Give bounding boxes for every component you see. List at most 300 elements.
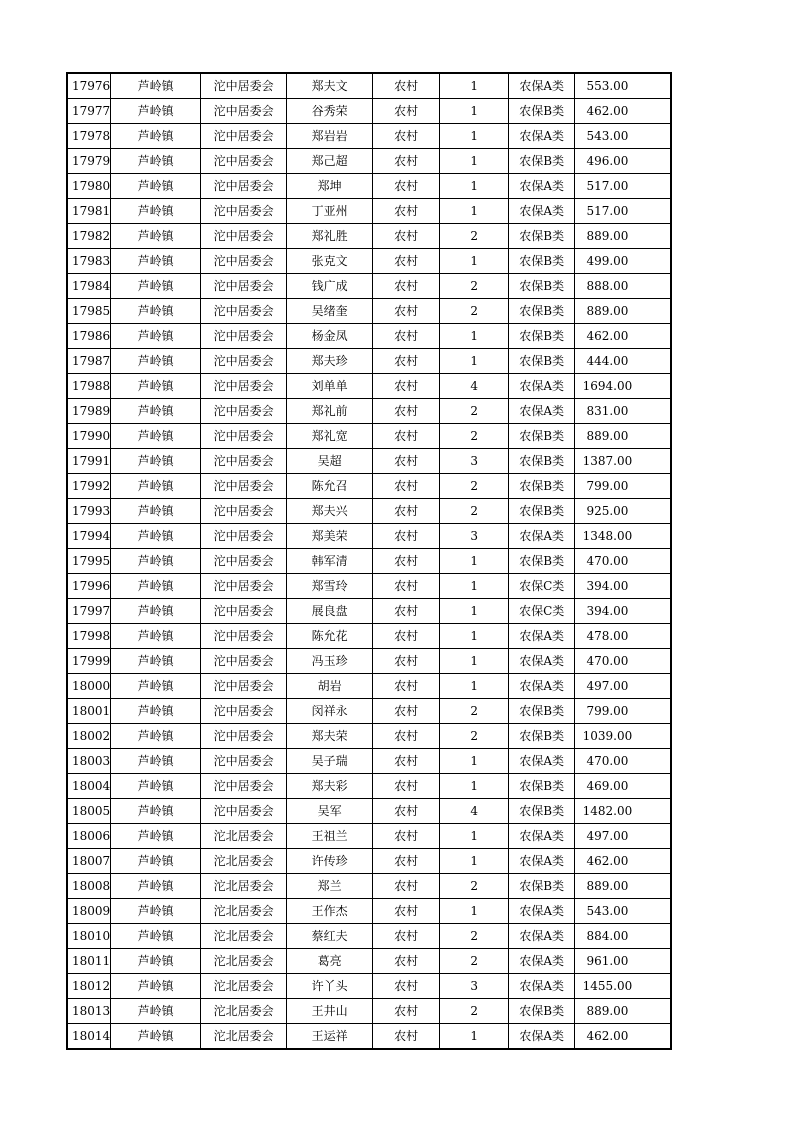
- table-row: [67, 474, 671, 499]
- amount-cell: 543.00: [575, 124, 671, 149]
- committee-cell: 沱中居委会: [201, 449, 287, 474]
- amount-cell: 799.00: [575, 699, 671, 724]
- household-count-cell: 2: [440, 924, 509, 949]
- household-count-cell: 1: [440, 199, 509, 224]
- area-type-cell: 农村: [373, 524, 440, 549]
- household-count-cell: 1: [440, 749, 509, 774]
- amount-cell: 470.00: [575, 549, 671, 574]
- category-cell: 农保A类: [509, 399, 575, 424]
- area-type-cell: 农村: [373, 849, 440, 874]
- household-count-cell: 1: [440, 174, 509, 199]
- town-cell: 芦岭镇: [111, 224, 201, 249]
- record-id-cell: 17995: [67, 549, 111, 574]
- record-id-cell: 18014: [67, 1024, 111, 1050]
- category-cell: 农保B类: [509, 549, 575, 574]
- town-cell: 芦岭镇: [111, 249, 201, 274]
- town-cell: 芦岭镇: [111, 424, 201, 449]
- household-count-cell: 1: [440, 549, 509, 574]
- town-cell: 芦岭镇: [111, 499, 201, 524]
- table-row: [67, 274, 671, 299]
- committee-cell: 沱中居委会: [201, 749, 287, 774]
- record-id-cell: 18007: [67, 849, 111, 874]
- table-row: [67, 699, 671, 724]
- household-count-cell: 1: [440, 349, 509, 374]
- amount-cell: 889.00: [575, 299, 671, 324]
- amount-cell: 889.00: [575, 424, 671, 449]
- area-type-cell: 农村: [373, 424, 440, 449]
- household-count-cell: 1: [440, 149, 509, 174]
- household-count-cell: 2: [440, 399, 509, 424]
- category-cell: 农保A类: [509, 824, 575, 849]
- town-cell: 芦岭镇: [111, 949, 201, 974]
- household-count-cell: 2: [440, 299, 509, 324]
- area-type-cell: 农村: [373, 224, 440, 249]
- area-type-cell: 农村: [373, 349, 440, 374]
- area-type-cell: 农村: [373, 874, 440, 899]
- amount-cell: 394.00: [575, 599, 671, 624]
- committee-cell: 沱北居委会: [201, 824, 287, 849]
- category-cell: 农保C类: [509, 574, 575, 599]
- name-cell: 吴超: [287, 449, 373, 474]
- category-cell: 农保A类: [509, 1024, 575, 1050]
- name-cell: 郑夫兴: [287, 499, 373, 524]
- area-type-cell: 农村: [373, 999, 440, 1024]
- household-count-cell: 2: [440, 699, 509, 724]
- household-count-cell: 1: [440, 1024, 509, 1050]
- table-row: [67, 174, 671, 199]
- committee-cell: 沱中居委会: [201, 99, 287, 124]
- amount-cell: 889.00: [575, 999, 671, 1024]
- amount-cell: 462.00: [575, 849, 671, 874]
- amount-cell: 1455.00: [575, 974, 671, 999]
- amount-cell: 553.00: [575, 73, 671, 99]
- record-id-cell: 18006: [67, 824, 111, 849]
- table-row: [67, 449, 671, 474]
- name-cell: 王井山: [287, 999, 373, 1024]
- amount-cell: 470.00: [575, 649, 671, 674]
- name-cell: 郑雪玲: [287, 574, 373, 599]
- name-cell: 胡岩: [287, 674, 373, 699]
- household-count-cell: 1: [440, 849, 509, 874]
- roster-table: [66, 72, 672, 1050]
- town-cell: 芦岭镇: [111, 799, 201, 824]
- committee-cell: 沱北居委会: [201, 899, 287, 924]
- town-cell: 芦岭镇: [111, 124, 201, 149]
- category-cell: 农保B类: [509, 424, 575, 449]
- category-cell: 农保A类: [509, 174, 575, 199]
- category-cell: 农保B类: [509, 299, 575, 324]
- household-count-cell: 2: [440, 874, 509, 899]
- committee-cell: 沱中居委会: [201, 73, 287, 99]
- name-cell: 陈允召: [287, 474, 373, 499]
- amount-cell: 831.00: [575, 399, 671, 424]
- area-type-cell: 农村: [373, 599, 440, 624]
- record-id-cell: 18001: [67, 699, 111, 724]
- town-cell: 芦岭镇: [111, 1024, 201, 1050]
- name-cell: 刘单单: [287, 374, 373, 399]
- amount-cell: 543.00: [575, 899, 671, 924]
- town-cell: 芦岭镇: [111, 99, 201, 124]
- committee-cell: 沱北居委会: [201, 924, 287, 949]
- category-cell: 农保A类: [509, 73, 575, 99]
- name-cell: 吴绪奎: [287, 299, 373, 324]
- table-row: [67, 1024, 671, 1050]
- committee-cell: 沱北居委会: [201, 949, 287, 974]
- household-count-cell: 3: [440, 974, 509, 999]
- category-cell: 农保B类: [509, 799, 575, 824]
- amount-cell: 470.00: [575, 749, 671, 774]
- category-cell: 农保B类: [509, 699, 575, 724]
- committee-cell: 沱中居委会: [201, 599, 287, 624]
- area-type-cell: 农村: [373, 924, 440, 949]
- record-id-cell: 18008: [67, 874, 111, 899]
- committee-cell: 沱北居委会: [201, 999, 287, 1024]
- amount-cell: 884.00: [575, 924, 671, 949]
- town-cell: 芦岭镇: [111, 399, 201, 424]
- area-type-cell: 农村: [373, 474, 440, 499]
- area-type-cell: 农村: [373, 249, 440, 274]
- category-cell: 农保A类: [509, 524, 575, 549]
- household-count-cell: 1: [440, 124, 509, 149]
- record-id-cell: 18004: [67, 774, 111, 799]
- table-row: [67, 949, 671, 974]
- committee-cell: 沱中居委会: [201, 724, 287, 749]
- household-count-cell: 2: [440, 724, 509, 749]
- category-cell: 农保B类: [509, 224, 575, 249]
- record-id-cell: 17979: [67, 149, 111, 174]
- household-count-cell: 2: [440, 999, 509, 1024]
- name-cell: 郑兰: [287, 874, 373, 899]
- table-row: [67, 73, 671, 99]
- name-cell: 许丫头: [287, 974, 373, 999]
- amount-cell: 889.00: [575, 874, 671, 899]
- household-count-cell: 4: [440, 799, 509, 824]
- category-cell: 农保A类: [509, 749, 575, 774]
- record-id-cell: 17991: [67, 449, 111, 474]
- table-row: [67, 99, 671, 124]
- committee-cell: 沱中居委会: [201, 174, 287, 199]
- table-row: [67, 774, 671, 799]
- town-cell: 芦岭镇: [111, 999, 201, 1024]
- category-cell: 农保B类: [509, 474, 575, 499]
- town-cell: 芦岭镇: [111, 449, 201, 474]
- amount-cell: 478.00: [575, 624, 671, 649]
- town-cell: 芦岭镇: [111, 849, 201, 874]
- household-count-cell: 1: [440, 324, 509, 349]
- amount-cell: 889.00: [575, 224, 671, 249]
- household-count-cell: 1: [440, 649, 509, 674]
- record-id-cell: 17986: [67, 324, 111, 349]
- household-count-cell: 3: [440, 524, 509, 549]
- committee-cell: 沱中居委会: [201, 474, 287, 499]
- name-cell: 钱广成: [287, 274, 373, 299]
- record-id-cell: 17999: [67, 649, 111, 674]
- record-id-cell: 18005: [67, 799, 111, 824]
- town-cell: 芦岭镇: [111, 73, 201, 99]
- name-cell: 郑夫文: [287, 73, 373, 99]
- area-type-cell: 农村: [373, 649, 440, 674]
- table-row: [67, 574, 671, 599]
- committee-cell: 沱中居委会: [201, 649, 287, 674]
- amount-cell: 1348.00: [575, 524, 671, 549]
- name-cell: 吴军: [287, 799, 373, 824]
- household-count-cell: 1: [440, 824, 509, 849]
- name-cell: 郑夫珍: [287, 349, 373, 374]
- area-type-cell: 农村: [373, 974, 440, 999]
- category-cell: 农保A类: [509, 124, 575, 149]
- household-count-cell: 1: [440, 574, 509, 599]
- area-type-cell: 农村: [373, 99, 440, 124]
- amount-cell: 961.00: [575, 949, 671, 974]
- area-type-cell: 农村: [373, 549, 440, 574]
- area-type-cell: 农村: [373, 899, 440, 924]
- town-cell: 芦岭镇: [111, 474, 201, 499]
- household-count-cell: 1: [440, 249, 509, 274]
- household-count-cell: 3: [440, 449, 509, 474]
- household-count-cell: 1: [440, 774, 509, 799]
- record-id-cell: 18012: [67, 974, 111, 999]
- area-type-cell: 农村: [373, 1024, 440, 1050]
- amount-cell: 1387.00: [575, 449, 671, 474]
- name-cell: 谷秀荣: [287, 99, 373, 124]
- record-id-cell: 17983: [67, 249, 111, 274]
- amount-cell: 497.00: [575, 824, 671, 849]
- area-type-cell: 农村: [373, 749, 440, 774]
- category-cell: 农保B类: [509, 349, 575, 374]
- area-type-cell: 农村: [373, 824, 440, 849]
- name-cell: 许传珍: [287, 849, 373, 874]
- record-id-cell: 17987: [67, 349, 111, 374]
- area-type-cell: 农村: [373, 174, 440, 199]
- committee-cell: 沱中居委会: [201, 399, 287, 424]
- name-cell: 王运祥: [287, 1024, 373, 1050]
- town-cell: 芦岭镇: [111, 274, 201, 299]
- town-cell: 芦岭镇: [111, 374, 201, 399]
- category-cell: 农保B类: [509, 499, 575, 524]
- committee-cell: 沱中居委会: [201, 249, 287, 274]
- roster-body: [67, 73, 671, 1049]
- area-type-cell: 农村: [373, 149, 440, 174]
- committee-cell: 沱北居委会: [201, 974, 287, 999]
- committee-cell: 沱北居委会: [201, 874, 287, 899]
- record-id-cell: 17976: [67, 73, 111, 99]
- category-cell: 农保B类: [509, 999, 575, 1024]
- town-cell: 芦岭镇: [111, 674, 201, 699]
- record-id-cell: 18011: [67, 949, 111, 974]
- record-id-cell: 17985: [67, 299, 111, 324]
- table-row: [67, 224, 671, 249]
- area-type-cell: 农村: [373, 499, 440, 524]
- household-count-cell: 4: [440, 374, 509, 399]
- household-count-cell: 1: [440, 99, 509, 124]
- committee-cell: 沱中居委会: [201, 274, 287, 299]
- record-id-cell: 17997: [67, 599, 111, 624]
- town-cell: 芦岭镇: [111, 974, 201, 999]
- name-cell: 郑坤: [287, 174, 373, 199]
- name-cell: 韩军清: [287, 549, 373, 574]
- category-cell: 农保A类: [509, 199, 575, 224]
- table-row: [67, 599, 671, 624]
- committee-cell: 沱中居委会: [201, 349, 287, 374]
- name-cell: 郑岩岩: [287, 124, 373, 149]
- amount-cell: 469.00: [575, 774, 671, 799]
- table-row: [67, 749, 671, 774]
- area-type-cell: 农村: [373, 699, 440, 724]
- record-id-cell: 17982: [67, 224, 111, 249]
- town-cell: 芦岭镇: [111, 349, 201, 374]
- amount-cell: 444.00: [575, 349, 671, 374]
- town-cell: 芦岭镇: [111, 299, 201, 324]
- household-count-cell: 1: [440, 674, 509, 699]
- area-type-cell: 农村: [373, 574, 440, 599]
- category-cell: 农保A类: [509, 974, 575, 999]
- table-row: [67, 149, 671, 174]
- committee-cell: 沱中居委会: [201, 324, 287, 349]
- amount-cell: 497.00: [575, 674, 671, 699]
- table-row: [67, 199, 671, 224]
- area-type-cell: 农村: [373, 399, 440, 424]
- record-id-cell: 17993: [67, 499, 111, 524]
- amount-cell: 925.00: [575, 499, 671, 524]
- record-id-cell: 17977: [67, 99, 111, 124]
- committee-cell: 沱中居委会: [201, 424, 287, 449]
- name-cell: 冯玉珍: [287, 649, 373, 674]
- name-cell: 蔡红夫: [287, 924, 373, 949]
- amount-cell: 462.00: [575, 99, 671, 124]
- committee-cell: 沱中居委会: [201, 199, 287, 224]
- name-cell: 葛亮: [287, 949, 373, 974]
- category-cell: 农保B类: [509, 274, 575, 299]
- amount-cell: 517.00: [575, 199, 671, 224]
- table-row: [67, 899, 671, 924]
- name-cell: 郑礼宽: [287, 424, 373, 449]
- name-cell: 郑夫彩: [287, 774, 373, 799]
- town-cell: 芦岭镇: [111, 549, 201, 574]
- committee-cell: 沱中居委会: [201, 674, 287, 699]
- area-type-cell: 农村: [373, 949, 440, 974]
- amount-cell: 1694.00: [575, 374, 671, 399]
- committee-cell: 沱中居委会: [201, 499, 287, 524]
- amount-cell: 496.00: [575, 149, 671, 174]
- name-cell: 展良盘: [287, 599, 373, 624]
- name-cell: 郑己超: [287, 149, 373, 174]
- category-cell: 农保A类: [509, 899, 575, 924]
- category-cell: 农保A类: [509, 924, 575, 949]
- table-row: [67, 624, 671, 649]
- category-cell: 农保B类: [509, 249, 575, 274]
- amount-cell: 499.00: [575, 249, 671, 274]
- committee-cell: 沱中居委会: [201, 624, 287, 649]
- committee-cell: 沱中居委会: [201, 799, 287, 824]
- table-row: [67, 849, 671, 874]
- table-row: [67, 374, 671, 399]
- name-cell: 王作杰: [287, 899, 373, 924]
- area-type-cell: 农村: [373, 274, 440, 299]
- table-row: [67, 424, 671, 449]
- town-cell: 芦岭镇: [111, 874, 201, 899]
- category-cell: 农保B类: [509, 774, 575, 799]
- household-count-cell: 2: [440, 224, 509, 249]
- table-row: [67, 999, 671, 1024]
- table-row: [67, 649, 671, 674]
- table-row: [67, 324, 671, 349]
- record-id-cell: 17984: [67, 274, 111, 299]
- amount-cell: 462.00: [575, 324, 671, 349]
- amount-cell: 517.00: [575, 174, 671, 199]
- table-row: [67, 249, 671, 274]
- committee-cell: 沱中居委会: [201, 524, 287, 549]
- town-cell: 芦岭镇: [111, 774, 201, 799]
- table-row: [67, 674, 671, 699]
- record-id-cell: 18009: [67, 899, 111, 924]
- household-count-cell: 1: [440, 73, 509, 99]
- record-id-cell: 17992: [67, 474, 111, 499]
- area-type-cell: 农村: [373, 799, 440, 824]
- town-cell: 芦岭镇: [111, 174, 201, 199]
- category-cell: 农保A类: [509, 949, 575, 974]
- town-cell: 芦岭镇: [111, 324, 201, 349]
- town-cell: 芦岭镇: [111, 624, 201, 649]
- category-cell: 农保A类: [509, 649, 575, 674]
- town-cell: 芦岭镇: [111, 649, 201, 674]
- committee-cell: 沱中居委会: [201, 149, 287, 174]
- record-id-cell: 17978: [67, 124, 111, 149]
- table-row: [67, 124, 671, 149]
- category-cell: 农保A类: [509, 674, 575, 699]
- table-row: [67, 799, 671, 824]
- area-type-cell: 农村: [373, 124, 440, 149]
- committee-cell: 沱中居委会: [201, 574, 287, 599]
- household-count-cell: 1: [440, 899, 509, 924]
- table-row: [67, 874, 671, 899]
- town-cell: 芦岭镇: [111, 749, 201, 774]
- area-type-cell: 农村: [373, 199, 440, 224]
- household-count-cell: 1: [440, 624, 509, 649]
- amount-cell: 462.00: [575, 1024, 671, 1050]
- town-cell: 芦岭镇: [111, 899, 201, 924]
- area-type-cell: 农村: [373, 624, 440, 649]
- name-cell: 吴子瑞: [287, 749, 373, 774]
- area-type-cell: 农村: [373, 724, 440, 749]
- town-cell: 芦岭镇: [111, 924, 201, 949]
- record-id-cell: 18002: [67, 724, 111, 749]
- household-count-cell: 2: [440, 949, 509, 974]
- town-cell: 芦岭镇: [111, 824, 201, 849]
- town-cell: 芦岭镇: [111, 599, 201, 624]
- record-id-cell: 17981: [67, 199, 111, 224]
- record-id-cell: 17996: [67, 574, 111, 599]
- table-row: [67, 349, 671, 374]
- committee-cell: 沱中居委会: [201, 774, 287, 799]
- record-id-cell: 18003: [67, 749, 111, 774]
- household-count-cell: 1: [440, 599, 509, 624]
- town-cell: 芦岭镇: [111, 724, 201, 749]
- area-type-cell: 农村: [373, 674, 440, 699]
- table-row: [67, 724, 671, 749]
- name-cell: 郑夫荣: [287, 724, 373, 749]
- table-row: [67, 549, 671, 574]
- committee-cell: 沱中居委会: [201, 374, 287, 399]
- name-cell: 张克文: [287, 249, 373, 274]
- committee-cell: 沱中居委会: [201, 124, 287, 149]
- table-row: [67, 524, 671, 549]
- amount-cell: 1482.00: [575, 799, 671, 824]
- category-cell: 农保B类: [509, 449, 575, 474]
- household-count-cell: 2: [440, 424, 509, 449]
- name-cell: 丁亚州: [287, 199, 373, 224]
- committee-cell: 沱中居委会: [201, 699, 287, 724]
- town-cell: 芦岭镇: [111, 199, 201, 224]
